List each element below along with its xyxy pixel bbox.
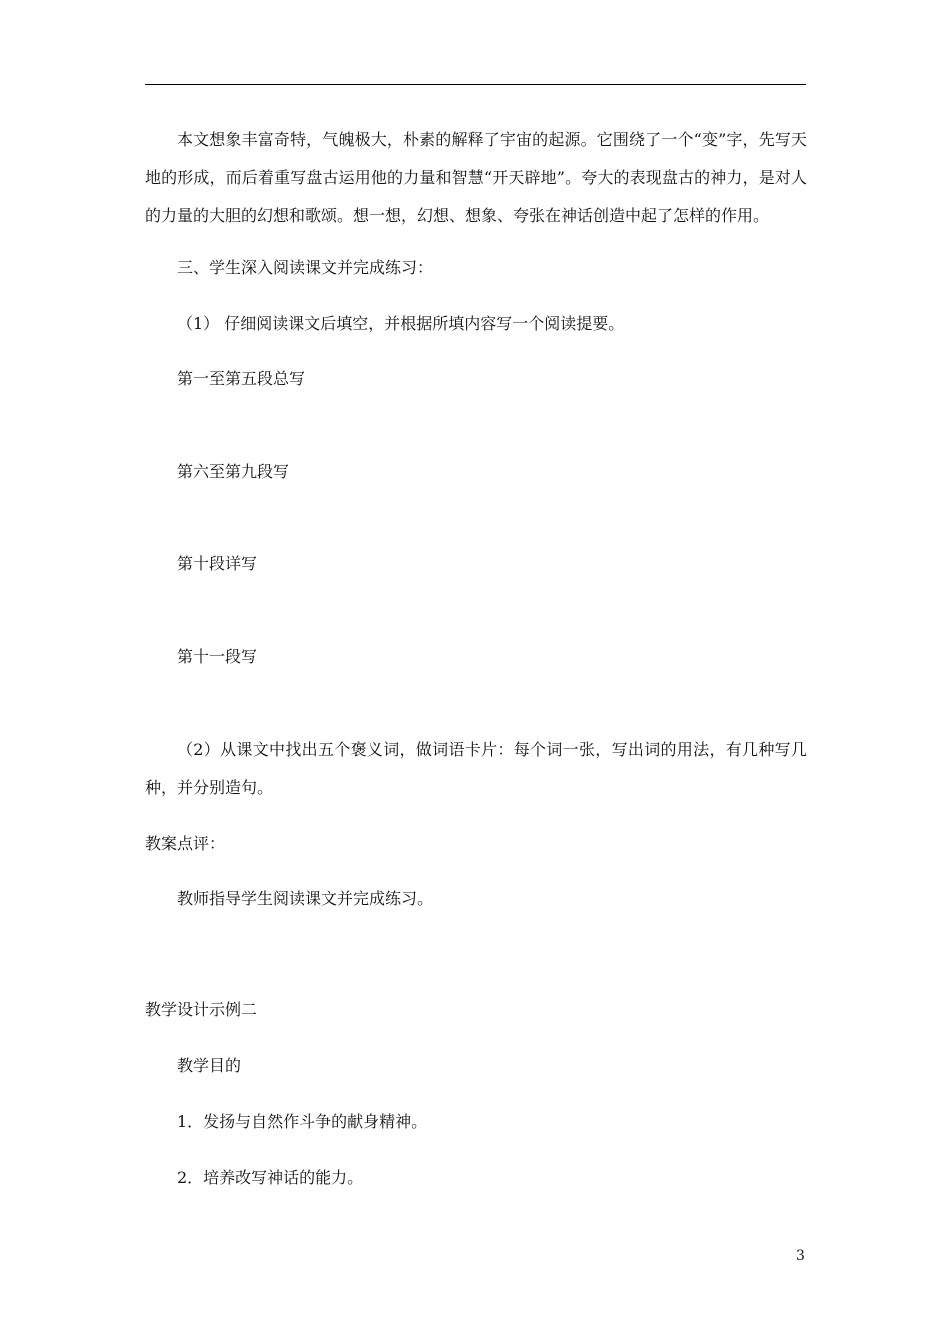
fill-blank-3: 第十段详写 xyxy=(177,554,258,573)
goals-heading: 教学目的 xyxy=(177,1056,242,1075)
exercise-1: （1） 仔细阅读课文后填空，并根据所填内容写一个阅读提要。 xyxy=(177,314,625,333)
comment-label: 教案点评： xyxy=(145,834,226,853)
comment-text: 教师指导学生阅读课文并完成练习。 xyxy=(177,889,434,908)
page-number: 3 xyxy=(796,1248,805,1264)
fill-blank-1: 第一至第五段总写 xyxy=(177,369,306,388)
goal-item-2: 2．培养改写神话的能力。 xyxy=(177,1168,364,1187)
example-2-heading: 教学设计示例二 xyxy=(145,1000,258,1019)
exercise-2: （2）从课文中找出五个褒义词，做词语卡片：每个词一张，写出词的用法，有几种写几种，并分别造句。 xyxy=(145,740,807,797)
goal-item-1: 1．发扬与自然作斗争的献身精神。 xyxy=(177,1112,428,1131)
intro-paragraph: 本文想象丰富奇特，气魄极大，朴素的解释了宇宙的起源。它围绕了一个“变”字，先写天地的形成，而后着重写盘古运用他的力量和智慧“开天辟地”。夸大的表现盘古的神力，是对人的力量的大胆的幻想和歌颂。想一想，幻想、想象、夸张在神话创造中起了怎样的作用。 xyxy=(145,130,807,225)
section-heading: 三、学生深入阅读课文并完成练习： xyxy=(177,258,434,277)
fill-blank-2: 第六至第九段写 xyxy=(177,462,290,481)
header-divider xyxy=(145,84,806,85)
fill-blank-4: 第十一段写 xyxy=(177,647,258,666)
